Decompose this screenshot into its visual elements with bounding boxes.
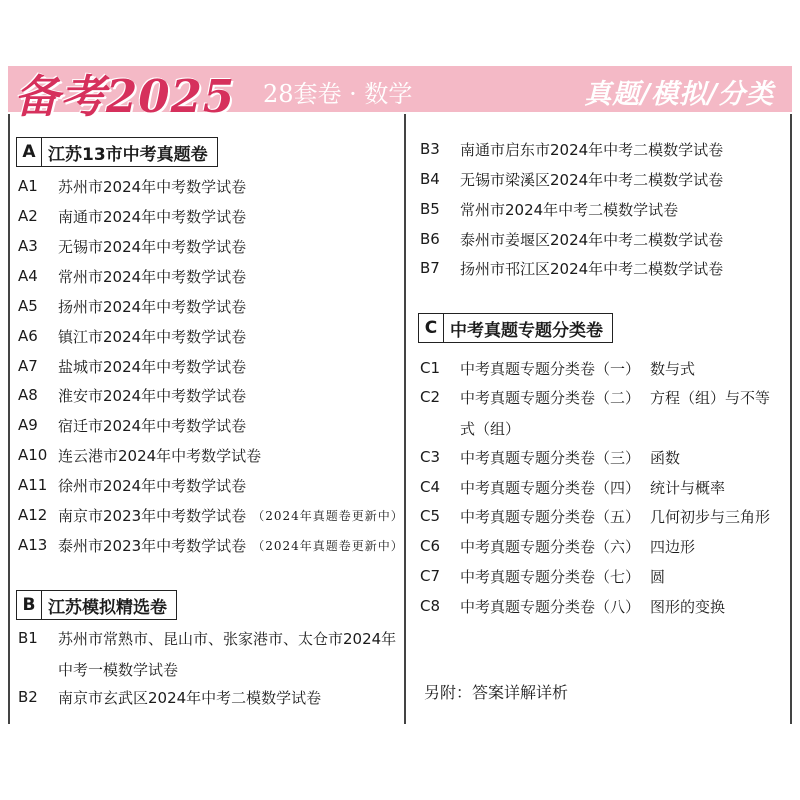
item-label: 中考真题专题分类卷（二） — [460, 388, 641, 407]
item-label: 苏州市常熟市、昆山市、张家港市、太仓市2024年 — [58, 629, 397, 648]
item-label: 中考真题专题分类卷（六） — [460, 537, 641, 556]
list-item-b1 — [18, 626, 396, 650]
list-item-a2 — [18, 204, 246, 228]
item-label: 泰州市2023年中考数学试卷 — [58, 536, 247, 555]
list-item-b5 — [420, 197, 678, 221]
section-b-title: 江苏模拟精选卷 — [48, 597, 167, 618]
list-item-c8 — [420, 594, 725, 618]
item-label: 中考真题专题分类卷（一） — [460, 359, 641, 378]
item-code: B2 — [18, 688, 38, 706]
item-label: 扬州市2024年中考数学试卷 — [58, 297, 247, 316]
list-item-b6 — [420, 227, 723, 251]
frame-left-border — [8, 114, 10, 724]
header-subtitle: 28套卷 · 数学 — [263, 80, 413, 108]
item-label: 常州市2024年中考二模数学试卷 — [460, 200, 679, 219]
list-item-a3 — [18, 234, 246, 258]
item-code: A9 — [18, 416, 38, 434]
list-item-a1 — [18, 174, 246, 198]
item-code: A6 — [18, 327, 38, 345]
item-code: A11 — [18, 476, 48, 494]
item-code: A3 — [18, 237, 38, 255]
brand-title: 备考2025 — [14, 70, 236, 123]
section-a-letter: A — [17, 138, 42, 166]
item-label: 宿迁市2024年中考数学试卷 — [58, 416, 247, 435]
item-label: 南通市启东市2024年中考二模数学试卷 — [460, 140, 724, 159]
item-topic: 四边形 — [650, 537, 696, 556]
item-label: 中考真题专题分类卷（三） — [460, 448, 641, 467]
item-code: A13 — [18, 536, 48, 554]
appendix-note: 另附：答案详解详析 — [424, 683, 569, 702]
list-item-c6 — [420, 534, 695, 558]
item-code: B6 — [420, 230, 440, 248]
item-code: A10 — [18, 446, 48, 464]
list-item-c3 — [420, 445, 680, 469]
item-label: 徐州市2024年中考数学试卷 — [58, 476, 247, 495]
item-label: 泰州市姜堰区2024年中考二模数学试卷 — [460, 230, 724, 249]
list-item-b3 — [420, 137, 723, 161]
section-c-letter: C — [419, 314, 444, 342]
item-label: 中考真题专题分类卷（五） — [460, 507, 641, 526]
list-item-c7 — [420, 564, 665, 588]
column-divider — [404, 114, 406, 724]
list-item-a12 — [18, 503, 404, 527]
item-topic: 函数 — [650, 448, 681, 467]
section-a-header — [16, 137, 218, 167]
item-label: 南京市2023年中考数学试卷 — [58, 506, 247, 525]
item-label: 连云港市2024年中考数学试卷 — [58, 446, 262, 465]
list-item-a8 — [18, 383, 246, 407]
item-code: B1 — [18, 629, 38, 647]
item-label: 南通市2024年中考数学试卷 — [58, 207, 247, 226]
item-code: A1 — [18, 177, 38, 195]
item-code: C2 — [420, 388, 441, 406]
item-label: 中考真题专题分类卷（七） — [460, 567, 641, 586]
list-item-c4 — [420, 475, 725, 499]
item-label: 盐城市2024年中考数学试卷 — [58, 357, 247, 376]
item-label: 苏州市2024年中考数学试卷 — [58, 177, 247, 196]
header-tagline: 真题/模拟/分类 — [584, 79, 774, 110]
frame-right-border — [790, 114, 792, 724]
header-banner — [8, 66, 792, 123]
list-item-a7 — [18, 354, 246, 378]
list-item-b7 — [420, 256, 723, 280]
list-item-c5 — [420, 504, 770, 528]
list-item-c2 — [420, 385, 770, 409]
item-continuation: 中考一模数学试卷 — [58, 661, 179, 679]
item-code: A8 — [18, 386, 38, 404]
list-item-a10 — [18, 443, 261, 467]
item-label: 扬州市邗江区2024年中考二模数学试卷 — [460, 259, 724, 278]
item-topic: 图形的变换 — [650, 597, 726, 616]
list-item-b4 — [420, 167, 723, 191]
item-topic: 方程（组）与不等 — [650, 388, 771, 407]
item-label: 无锡市2024年中考数学试卷 — [58, 237, 247, 256]
list-item-a5 — [18, 294, 246, 318]
item-topic: 数与式 — [650, 359, 696, 378]
section-b-header — [16, 590, 177, 620]
item-label: 常州市2024年中考数学试卷 — [58, 267, 247, 286]
item-label: 南京市玄武区2024年中考二模数学试卷 — [58, 688, 322, 707]
section-a-title: 江苏13市中考真题卷 — [48, 144, 208, 165]
item-label: 中考真题专题分类卷（四） — [460, 478, 641, 497]
section-c-header — [418, 313, 613, 343]
list-item-a13 — [18, 533, 404, 557]
item-code: C5 — [420, 507, 441, 525]
item-topic: 圆 — [650, 567, 666, 586]
item-label: 镇江市2024年中考数学试卷 — [58, 327, 247, 346]
item-continuation: 式（组） — [460, 420, 521, 438]
list-item-a6 — [18, 324, 246, 348]
item-code: B7 — [420, 259, 440, 277]
item-code: A5 — [18, 297, 38, 315]
item-code: C3 — [420, 448, 441, 466]
list-item-c1 — [420, 356, 695, 380]
item-code: B3 — [420, 140, 440, 158]
item-code: C7 — [420, 567, 441, 585]
item-code: A2 — [18, 207, 38, 225]
item-code: A12 — [18, 506, 48, 524]
item-code: A4 — [18, 267, 38, 285]
item-code: B4 — [420, 170, 440, 188]
item-code: C1 — [420, 359, 441, 377]
item-topic: 统计与概率 — [650, 478, 726, 497]
item-label: 无锡市梁溪区2024年中考二模数学试卷 — [460, 170, 724, 189]
item-note: （2024年真题卷更新中） — [252, 508, 404, 523]
item-topic: 几何初步与三角形 — [650, 507, 771, 526]
item-code: A7 — [18, 357, 38, 375]
list-item-a11 — [18, 473, 246, 497]
item-code: C4 — [420, 478, 441, 496]
item-code: C6 — [420, 537, 441, 555]
list-item-a4 — [18, 264, 246, 288]
list-item-a9 — [18, 413, 246, 437]
item-note: （2024年真题卷更新中） — [252, 538, 404, 553]
item-code: C8 — [420, 597, 441, 615]
section-b-letter: B — [17, 591, 42, 619]
section-c-title: 中考真题专题分类卷 — [450, 320, 603, 341]
list-item-b2 — [18, 685, 321, 709]
item-label: 淮安市2024年中考数学试卷 — [58, 386, 247, 405]
item-code: B5 — [420, 200, 440, 218]
item-label: 中考真题专题分类卷（八） — [460, 597, 641, 616]
